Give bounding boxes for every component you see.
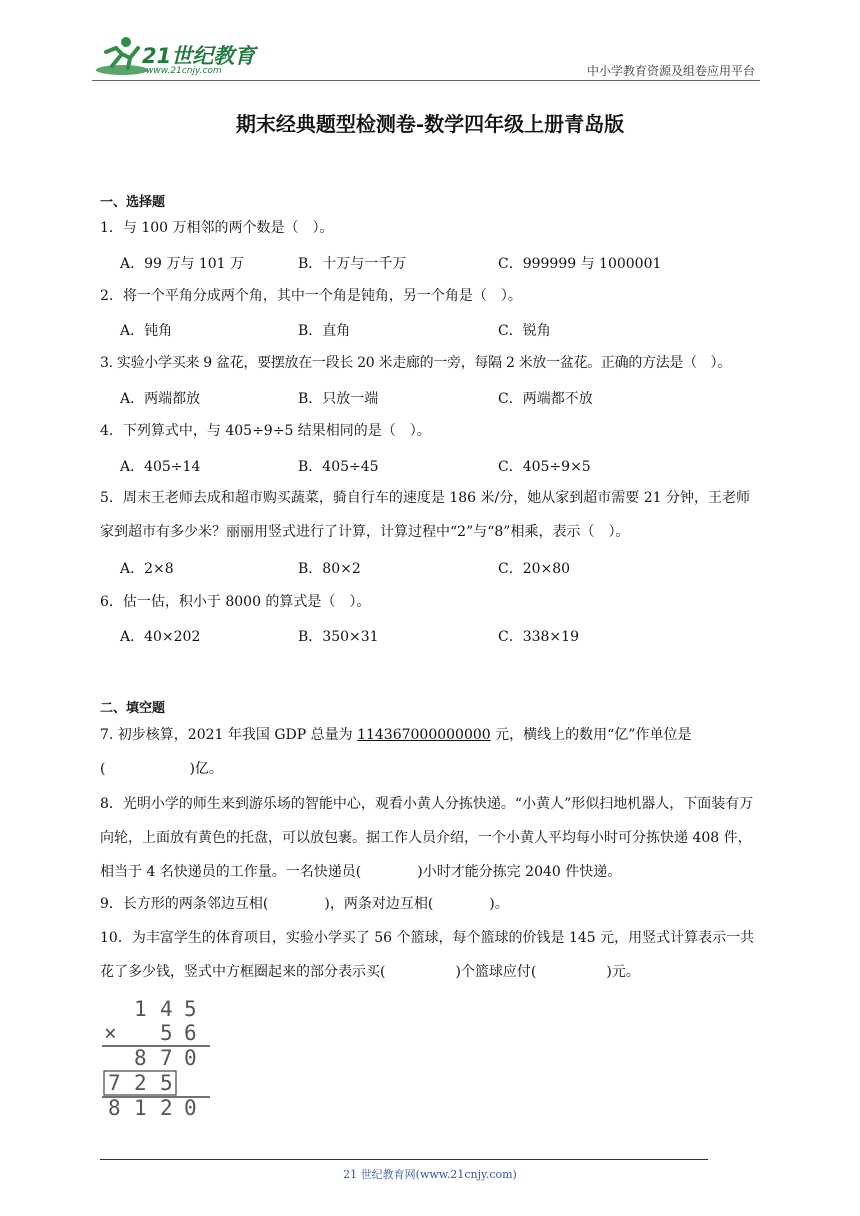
section-heading-fill: 二、填空题 <box>100 701 166 716</box>
header-divider <box>92 80 760 81</box>
q6-option-c: C．338×19 <box>498 629 579 645</box>
q7-text-before: 7. 初步核算，2021 年我国 GDP 总量为 <box>100 727 358 743</box>
question-5: 5．周末王老师去成和超市购买蔬菜，骑自行车的速度是 186 米/分，她从家到超市需要 21 分钟，王老师家到超市有多少米？丽丽用竖式进行了计算，计算过程中“2”与“8”相乘，表示（ ）。 <box>100 490 750 540</box>
q5-option-b: B．80×2 <box>298 561 361 577</box>
logo-text: 21世纪教育 <box>142 44 256 68</box>
calc-digit: 0 <box>184 1096 197 1118</box>
question-10: 10．为丰富学生的体育项目，实验小学买了 56 个篮球，每个篮球的价钱是 145 元，用竖式计算表示一共花了多少钱，竖式中方框圈起来的部分表示买( )个篮球应付( )元。 <box>100 930 755 980</box>
q7-underlined-number: 114367000000000 <box>357 727 491 743</box>
question-7 <box>100 718 762 786</box>
calc-digit: 5 <box>160 1021 173 1045</box>
question-1: 1．与 100 万相邻的两个数是（ ）。 <box>100 220 334 236</box>
question-3: 3. 实验小学买来 9 盆花，要摆放在一段长 20 米走廊的一旁，每隔 2 米放一盆花。正确的方法是（ ）。 <box>100 355 731 371</box>
q1-option-c: C．999999 与 1000001 <box>498 256 662 272</box>
calc-digit: 0 <box>184 1046 197 1070</box>
footer-text[interactable]: 21 世纪教育网(www.21cnjy.com) <box>343 1168 517 1181</box>
q7-text-after: 元，横线上的数用“亿”作单位是( )亿。 <box>100 727 692 777</box>
calc-digit: 7 <box>108 1071 121 1095</box>
q4-option-a: A．405÷14 <box>120 459 201 475</box>
q6-option-a: A．40×202 <box>120 629 201 645</box>
q3-option-b: B．只放一端 <box>298 391 379 407</box>
q4-option-b: B．405÷45 <box>298 459 379 475</box>
calc-digit: 6 <box>184 1021 197 1045</box>
question-8: 8．光明小学的师生来到游乐场的智能中心，观看小黄人分拣快递。“小黄人”形似扫地机器人，下面装有万向轮，上面放有黄色的托盘，可以放包裹。据工作人员介绍，一个小黄人平均每小时可分拣快递 408 件，相当于 4 名快递员的工作量。一名快递员( )小时才能分拣完 2040 件快递。 <box>100 796 754 880</box>
question-2: 2．将一个平角分成两个角，其中一个角是钝角，另一个角是（ ）。 <box>100 288 522 304</box>
q5-option-a: A．2×8 <box>120 561 174 577</box>
q2-option-b: B．直角 <box>298 323 351 339</box>
calc-digit: 1 <box>134 1096 147 1118</box>
q3-option-a: A．两端都放 <box>120 391 201 407</box>
q1-option-a: A．99 万与 101 万 <box>120 256 244 272</box>
q2-option-a: A．钝角 <box>120 323 173 339</box>
page-title: 期末经典题型检测卷-数学四年级上册青岛版 <box>235 112 625 136</box>
calc-operator: × <box>104 1021 117 1045</box>
calc-digit: 8 <box>108 1096 121 1118</box>
calc-digit: 2 <box>134 1071 147 1095</box>
calc-digit: 8 <box>134 1046 147 1070</box>
vertical-multiplication <box>98 996 218 1118</box>
calc-digit: 5 <box>184 997 197 1021</box>
calc-digit: 2 <box>160 1096 173 1118</box>
footer-divider <box>100 1159 708 1160</box>
platform-text: 中小学教育资源及组卷应用平台 <box>586 64 755 78</box>
calc-digit: 4 <box>160 997 173 1021</box>
calc-digit: 1 <box>134 997 147 1021</box>
logo-url: www.21cnjy.com <box>146 66 222 76</box>
q3-option-c: C．两端都不放 <box>498 391 593 407</box>
section-heading-choice: 一、选择题 <box>100 195 166 210</box>
q2-option-c: C．锐角 <box>498 323 551 339</box>
question-6: 6．估一估，积小于 8000 的算式是（ ）。 <box>100 594 371 610</box>
calc-digit: 7 <box>160 1046 173 1070</box>
question-9: 9．长方形的两条邻边互相( )，两条对边互相( )。 <box>100 896 509 912</box>
q6-option-b: B．350×31 <box>298 629 379 645</box>
calc-digit: 5 <box>160 1071 173 1095</box>
question-4: 4．下列算式中，与 405÷9÷5 结果相同的是（ ）。 <box>100 423 431 439</box>
q5-option-c: C．20×80 <box>498 561 571 577</box>
q4-option-c: C．405÷9×5 <box>498 459 591 475</box>
q1-option-b: B．十万与一千万 <box>298 256 407 272</box>
